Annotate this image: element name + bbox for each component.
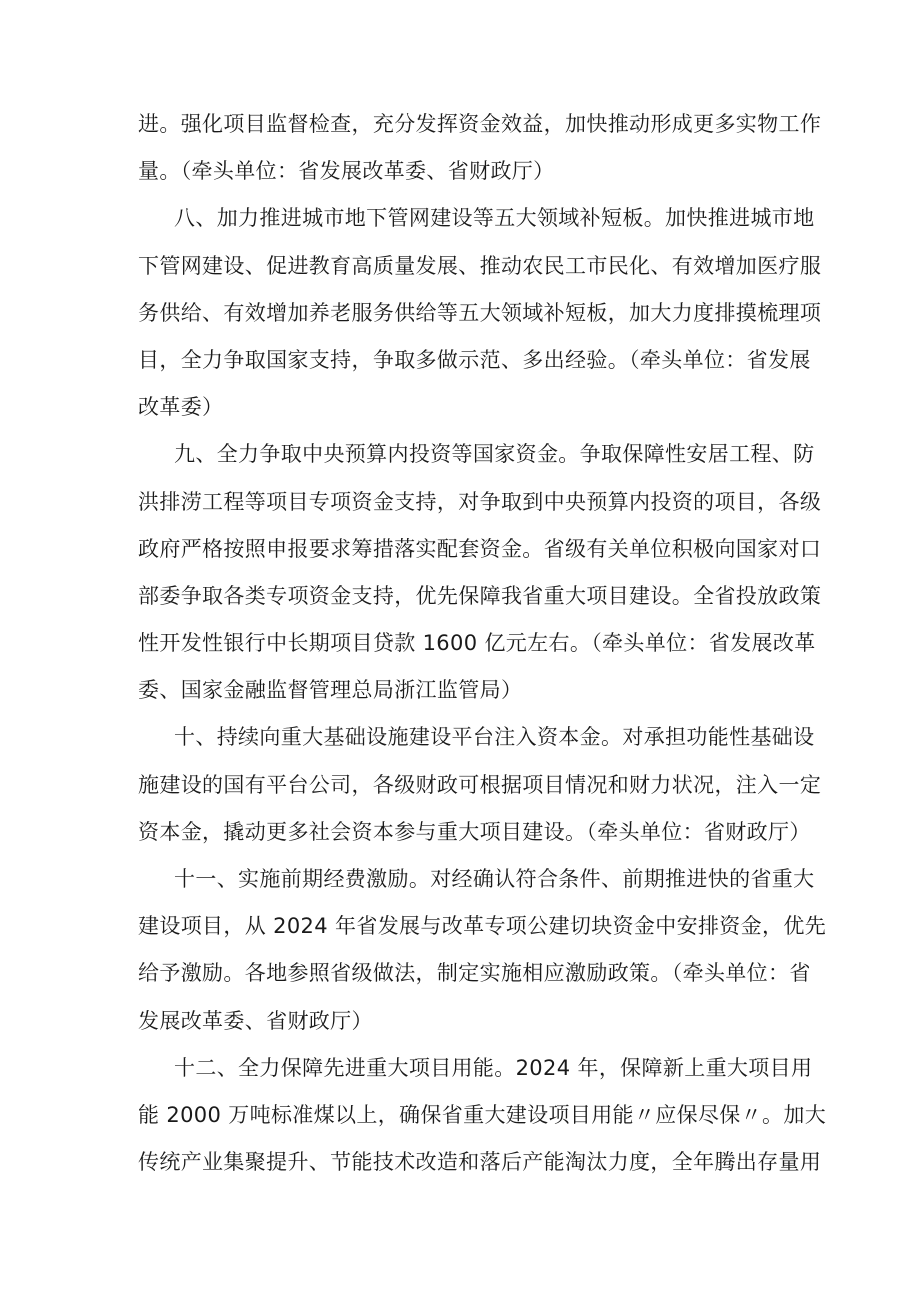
text-line: 委、国家金融监督管理总局浙江监管局） <box>138 678 523 703</box>
document-body <box>138 101 827 1186</box>
text-line: 目，全力争取国家支持，争取多做示范、多出经验。（牵头单位：省发展 <box>138 347 811 372</box>
text-line: 量。（牵头单位：省发展改革委、省财政厅） <box>138 159 555 184</box>
text-line: 部委争取各类专项资金支持，优先保障我省重大项目建设。全省投放政策 <box>138 583 822 608</box>
text-line: 改革委） <box>138 395 224 420</box>
text-line: 施建设的国有平台公司，各级财政可根据项目情况和财力状况，注入一定 <box>138 772 822 797</box>
text-line: 建设项目，从 2024 年省发展与改革专项公建切块资金中安排资金，优先 <box>138 914 827 939</box>
text-line: 进。强化项目监督检查，充分发挥资金效益，加快推动形成更多实物工作 <box>138 112 822 136</box>
section-12-heading-line: 十二、全力保障先进重大项目用能。2024 年，保障新上重大项目用 <box>174 1055 813 1080</box>
text-line: 给予激励。各地参照省级做法，制定实施相应激励政策。（牵头单位：省 <box>138 961 811 986</box>
text-line: 传统产业集聚提升、节能技术改造和落后产能淘汰力度，全年腾出存量用 <box>138 1150 822 1175</box>
section-8-heading-line: 八、加力推进城市地下管网建设等五大领域补短板。加快推进城市地 <box>174 206 815 231</box>
text-line: 洪排涝工程等项目专项资金支持，对争取到中央预算内投资的项目，各级 <box>138 489 822 514</box>
text-line: 务供给、有效增加养老服务供给等五大领域补短板，加大力度排摸梳理项 <box>138 300 822 325</box>
text-line: 资本金，撬动更多社会资本参与重大项目建设。（牵头单位：省财政厅） <box>138 819 811 844</box>
section-10-heading-line: 十、持续向重大基础设施建设平台注入资本金。对承担功能性基础设 <box>174 725 815 750</box>
text-line: 性开发性银行中长期项目贷款 1600 亿元左右。（牵头单位：省发展改革 <box>138 631 816 656</box>
text-line: 发展改革委、省财政厅） <box>138 1008 373 1033</box>
text-line: 能 2000 万吨标准煤以上，确保省重大建设项目用能〃应保尽保〃。加大 <box>138 1102 827 1127</box>
text-line: 下管网建设、促进教育高质量发展、推动农民工市民化、有效增加医疗服 <box>138 253 822 278</box>
text-line: 政府严格按照申报要求筹措落实配套资金。省级有关单位积极向国家对口 <box>138 536 822 561</box>
section-11-heading-line: 十一、实施前期经费激励。对经确认符合条件、前期推进快的省重大 <box>174 867 815 891</box>
section-9-heading-line: 九、全力争取中央预算内投资等国家资金。争取保障性安居工程、防 <box>174 442 815 467</box>
